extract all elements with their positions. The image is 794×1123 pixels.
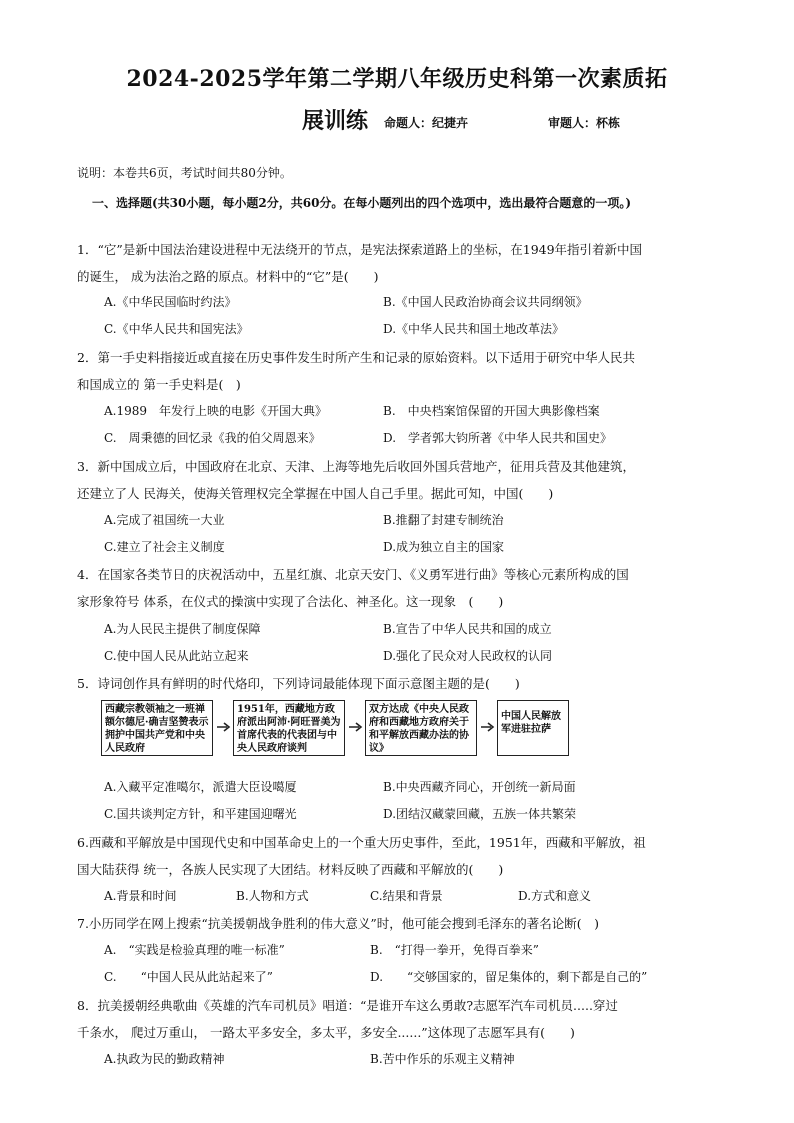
- q5-option-a: A.入藏平定准噶尔，派遣大臣设噶厦: [104, 780, 297, 794]
- question-7-stem: 7.小历同学在网上搜索“抗美援朝战争胜利的伟大意义”时，他可能会搜到毛泽东的著名论断( ): [77, 916, 599, 931]
- q8-option-b: B.苦中作乐的乐观主义精神: [370, 1052, 515, 1066]
- q6-option-b: B.人物和方式: [236, 889, 309, 903]
- q4-option-b: B.宣告了中华人民共和国的成立: [383, 622, 552, 636]
- arrow-right-icon: [217, 722, 231, 732]
- question-4-stem-cont: 家形象符号 体系，在仪式的操演中实现了合法化、神圣化。这一现象 ( ): [77, 594, 504, 609]
- q6-option-d: D.方式和意义: [518, 889, 592, 903]
- flow-step-2: 1951年，西藏地方政府派出阿沛·阿旺晋美为首席代表的代表团与中央人民政府谈判: [233, 700, 345, 756]
- question-8-stem: 8．抗美援朝经典歌曲《英雄的汽车司机员》唱道：“是谁开车这么勇敢?志愿军汽车司机员.....穿过: [77, 998, 618, 1013]
- question-2-stem-cont: 和国成立的 第一手史料是( ): [77, 377, 241, 392]
- q1-option-d: D.《中华人民共和国土地改革法》: [383, 322, 565, 336]
- q2-option-c: C. 周秉德的回忆录《我的伯父周恩来》: [104, 431, 321, 445]
- question-8-stem-cont: 千条水， 爬过万重山， 一路太平多安全，多太平，多安全......”这体现了志愿军具有( ): [77, 1025, 575, 1040]
- question-1-stem: 1．“它”是新中国法治建设进程中无法绕开的节点，是宪法探索道路上的坐标，在1949年指引着新中国: [77, 242, 643, 257]
- question-6-stem: 6.西藏和平解放是中国现代史和中国革命史上的一个重大历史事件，至此，1951年，西藏和平解放，祖: [77, 835, 646, 850]
- flow-step-3: 双方达成《中央人民政府和西藏地方政府关于和平解放西藏办法的协议》: [365, 700, 477, 756]
- question-1-stem-cont: 的诞生， 成为法治之路的原点。材料中的“它”是( ): [77, 269, 379, 284]
- author-label: 命题人：纪捷卉: [384, 116, 469, 130]
- q7-option-a: A. “实践是检验真理的唯一标准”: [104, 943, 285, 957]
- flow-diagram: [101, 700, 571, 760]
- q5-option-c: C.国共谈判定方针，和平建国迎曙光: [104, 807, 297, 821]
- q1-option-a: A.《中华民国临时约法》: [104, 295, 237, 309]
- q3-option-c: C.建立了社会主义制度: [104, 540, 225, 554]
- q5-option-b: B.中央西藏齐同心，开创统一新局面: [383, 780, 576, 794]
- exam-title-continued: 展训练: [302, 108, 369, 134]
- q4-option-c: C.使中国人民从此站立起来: [104, 649, 249, 663]
- question-4-stem: 4．在国家各类节日的庆祝活动中，五星红旗、北京天安门、《义勇军进行曲》等核心元素所构成的国: [77, 567, 629, 582]
- q7-option-c: C. “中国人民从此站起来了”: [104, 970, 273, 984]
- q4-option-a: A.为人民民主提供了制度保障: [104, 622, 261, 636]
- q2-option-b: B. 中央档案馆保留的开国大典影像档案: [383, 404, 600, 418]
- q5-option-d: D.团结汉藏蒙回藏，五族一体共繁荣: [383, 807, 577, 821]
- exam-instructions: 说明：本卷共6页，考试时间共80分钟。: [77, 166, 292, 180]
- section-heading: 一、选择题(共30小题，每小题2分，共60分。在每小题列出的四个选项中，选出最符合题意的一项。): [92, 196, 632, 210]
- q3-option-a: A.完成了祖国统一大业: [104, 513, 225, 527]
- q8-option-a: A.执政为民的勤政精神: [104, 1052, 225, 1066]
- q7-option-b: B. “打得一拳开，免得百拳来”: [370, 943, 539, 957]
- q1-option-b: B.《中国人民政治协商会议共同纲领》: [383, 295, 588, 309]
- question-3-stem-cont: 还建立了人 民海关，使海关管理权完全掌握在中国人自己手里。据此可知，中国( ): [77, 486, 554, 501]
- q2-option-d: D. 学者郭大钧所著《中华人民共和国史》: [383, 431, 613, 445]
- q6-option-a: A.背景和时间: [104, 889, 177, 903]
- flow-step-1: 西藏宗教领袖之一班禅额尔德尼·确吉坚赞表示拥护中国共产党和中央人民政府: [101, 700, 213, 756]
- flow-step-4: 中国人民解放军进驻拉萨: [497, 700, 569, 756]
- question-3-stem: 3．新中国成立后，中国政府在北京、天津、上海等地先后收回外国兵营地产，征用兵营及其他建筑，: [77, 459, 635, 474]
- arrow-right-icon: [349, 722, 363, 732]
- q3-option-b: B.推翻了封建专制统治: [383, 513, 504, 527]
- q2-option-a: A.1989 年发行上映的电影《开国大典》: [104, 404, 328, 418]
- q7-option-d: D. “交够国家的，留足集体的，剩下都是自己的”: [370, 970, 648, 984]
- reviewer-label: 审题人：杯栋: [548, 116, 621, 130]
- question-6-stem-cont: 国大陆获得 统一，各族人民实现了大团结。材料反映了西藏和平解放的( ): [77, 862, 504, 877]
- exam-title: 2024-2025学年第二学期八年级历史科第一次素质拓: [126, 66, 668, 92]
- question-5-stem: 5．诗词创作具有鲜明的时代烙印，下列诗词最能体现下面示意图主题的是( ): [77, 676, 520, 691]
- q1-option-c: C.《中华人民共和国宪法》: [104, 322, 249, 336]
- q3-option-d: D.成为独立自主的国家: [383, 540, 505, 554]
- q6-option-c: C.结果和背景: [370, 889, 443, 903]
- arrow-right-icon: [481, 722, 495, 732]
- q4-option-d: D.强化了民众对人民政权的认同: [383, 649, 553, 663]
- question-2-stem: 2．第一手史料指接近或直接在历史事件发生时所产生和记录的原始资料。以下适用于研究中华人民共: [77, 350, 635, 365]
